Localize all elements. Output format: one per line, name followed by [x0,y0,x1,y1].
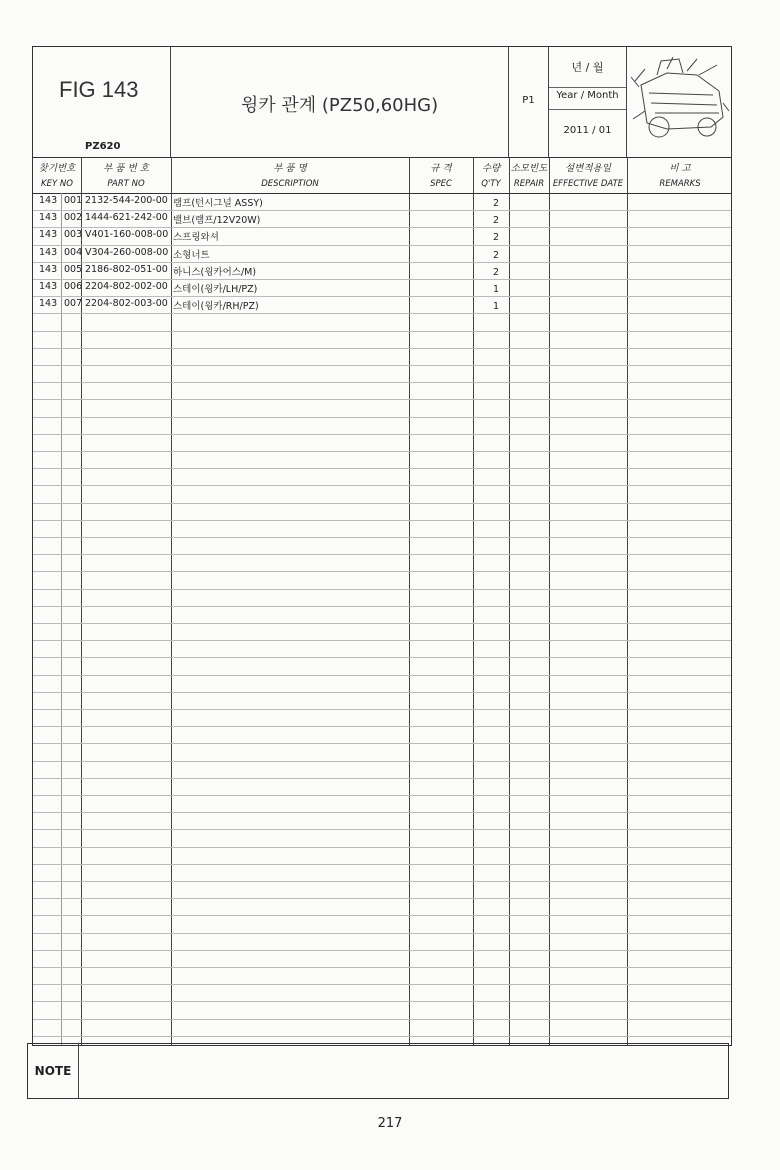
cell-fig: 143 [39,229,58,241]
empty-table-row [33,950,731,968]
empty-table-row [33,915,731,933]
fig-number: FIG 143 [59,77,139,102]
empty-table-row [33,1019,731,1037]
col-rem-en: REMARKS [659,179,701,189]
empty-table-row [33,761,731,779]
empty-table-row [33,881,731,899]
cell-part: 2204-802-003-00 [85,298,168,310]
cell-key: 004 [64,246,83,258]
empty-table-row [33,1001,731,1019]
cell-desc: 스테이(윙카/LH/PZ) [173,284,258,295]
year-month-kr: 년 / 월 [571,61,604,74]
cell-part: V304-260-008-00 [85,246,169,258]
empty-table-row [33,468,731,486]
empty-table-row [33,692,731,710]
table-row [33,227,731,245]
table-row [33,262,731,280]
year-month-cell [549,47,627,157]
empty-table-row [33,812,731,830]
col-qty-kr: 수량 [481,163,501,174]
note-box [27,1043,729,1099]
empty-table-row [33,623,731,641]
cell-part: 2132-544-200-00 [85,195,168,206]
page-code-cell [509,47,549,157]
machine-illustration-cell [627,47,733,157]
cell-fig: 143 [39,212,58,224]
cell-key: 006 [64,281,83,292]
cell-key: 002 [64,212,83,224]
col-key-en: KEY NO [41,179,73,189]
empty-table-row [33,503,731,521]
fig-cell [33,47,171,157]
empty-table-row [33,795,731,813]
cell-part: V401-160-008-00 [85,229,169,241]
col-spec [409,157,473,193]
col-description [171,157,409,193]
cell-qty: 2 [492,249,500,261]
col-qty-en: Q'TY [481,179,501,189]
empty-table-row [33,709,731,727]
empty-table-row [33,417,731,435]
cell-desc: 밸브(램프/12V20W) [173,215,261,227]
table-row [33,279,731,297]
empty-table-row [33,434,731,452]
empty-table-row [33,675,731,693]
col-spec-en: SPEC [430,179,452,189]
page-title: 윙카 관계 (PZ50,60HG) [240,95,439,116]
title-cell [171,47,509,157]
col-part-kr: 부 품 번 호 [103,163,149,174]
table-row [33,210,731,228]
year-month-en: Year / Month [549,87,626,106]
col-rem-kr: 비 고 [669,163,691,174]
empty-table-row [33,726,731,744]
table-row [33,193,731,211]
empty-table-row [33,864,731,882]
cell-part: 2204-802-002-00 [85,281,168,292]
col-remarks [627,157,733,193]
cell-desc: 스프링와셔 [173,232,219,244]
cell-fig: 143 [39,195,58,206]
empty-table-row [33,847,731,865]
cell-key: 001 [64,195,83,206]
empty-table-row [33,451,731,469]
col-eff-en: EFFECTIVE DATE [552,179,624,189]
cell-qty: 2 [492,266,500,278]
cell-part: 1444-621-242-00 [85,212,168,224]
col-desc-en: DESCRIPTION [261,179,319,189]
empty-table-row [33,829,731,847]
empty-table-row [33,348,731,366]
parts-table-body [33,193,731,1045]
issue-date: 2011 / 01 [549,109,626,158]
cell-key: 007 [64,298,83,310]
cell-desc: 소형너트 [173,249,210,261]
empty-table-row [33,399,731,417]
empty-table-row [33,331,731,349]
empty-table-row [33,313,731,331]
cell-fig: 143 [39,281,58,292]
empty-table-row [33,520,731,538]
empty-table-row [33,382,731,400]
col-key-kr: 찾기번호 [38,163,76,174]
col-eff-kr: 설변적용일 [565,163,611,174]
parts-list-frame [32,46,732,1046]
table-row [33,245,731,263]
empty-table-row [33,743,731,761]
empty-table-row [33,606,731,624]
empty-table-row [33,640,731,658]
cell-qty: 2 [492,198,500,209]
cell-key: 003 [64,229,83,241]
page-code: P1 [522,95,535,106]
empty-table-row [33,537,731,555]
col-effective-date [549,157,627,193]
col-repair-kr: 소모빈도 [510,163,548,174]
cell-desc: 스테이(윙카/RH/PZ) [173,301,259,313]
empty-table-row [33,778,731,796]
empty-table-row [33,657,731,675]
cell-part: 2186-802-051-00 [85,263,168,275]
cell-qty: 2 [492,215,500,227]
empty-table-row [33,365,731,383]
table-row [33,296,731,314]
empty-table-row [33,571,731,589]
col-part-en: PART NO [107,179,145,189]
cell-qty: 1 [492,301,500,313]
col-spec-kr: 규 격 [430,163,452,174]
col-part-no [81,157,171,193]
empty-table-row [33,967,731,985]
empty-table-row [33,898,731,916]
model-name: PZ620 [85,141,121,152]
cell-qty: 1 [492,284,500,295]
col-desc-kr: 부 품 명 [273,163,307,174]
empty-table-row [33,554,731,572]
col-key-no [33,157,81,193]
col-repair-en: REPAIR [513,179,545,189]
col-qty [473,157,509,193]
note-label: NOTE [28,1044,79,1098]
cell-desc: 램프(턴시그널 ASSY) [173,198,263,209]
empty-table-row [33,933,731,951]
empty-table-row [33,485,731,503]
cell-fig: 143 [39,246,58,258]
cell-fig: 143 [39,263,58,275]
empty-table-row [33,589,731,607]
cell-qty: 2 [492,232,500,244]
cell-desc: 하니스(윙카어스/M) [173,266,257,278]
header-section [33,47,731,158]
empty-table-row [33,984,731,1002]
cell-fig: 143 [39,298,58,310]
page-number: 217 [377,1116,403,1131]
rice-transplanter-illustration-icon [627,47,733,157]
cell-key: 005 [64,263,83,275]
col-repair [509,157,549,193]
